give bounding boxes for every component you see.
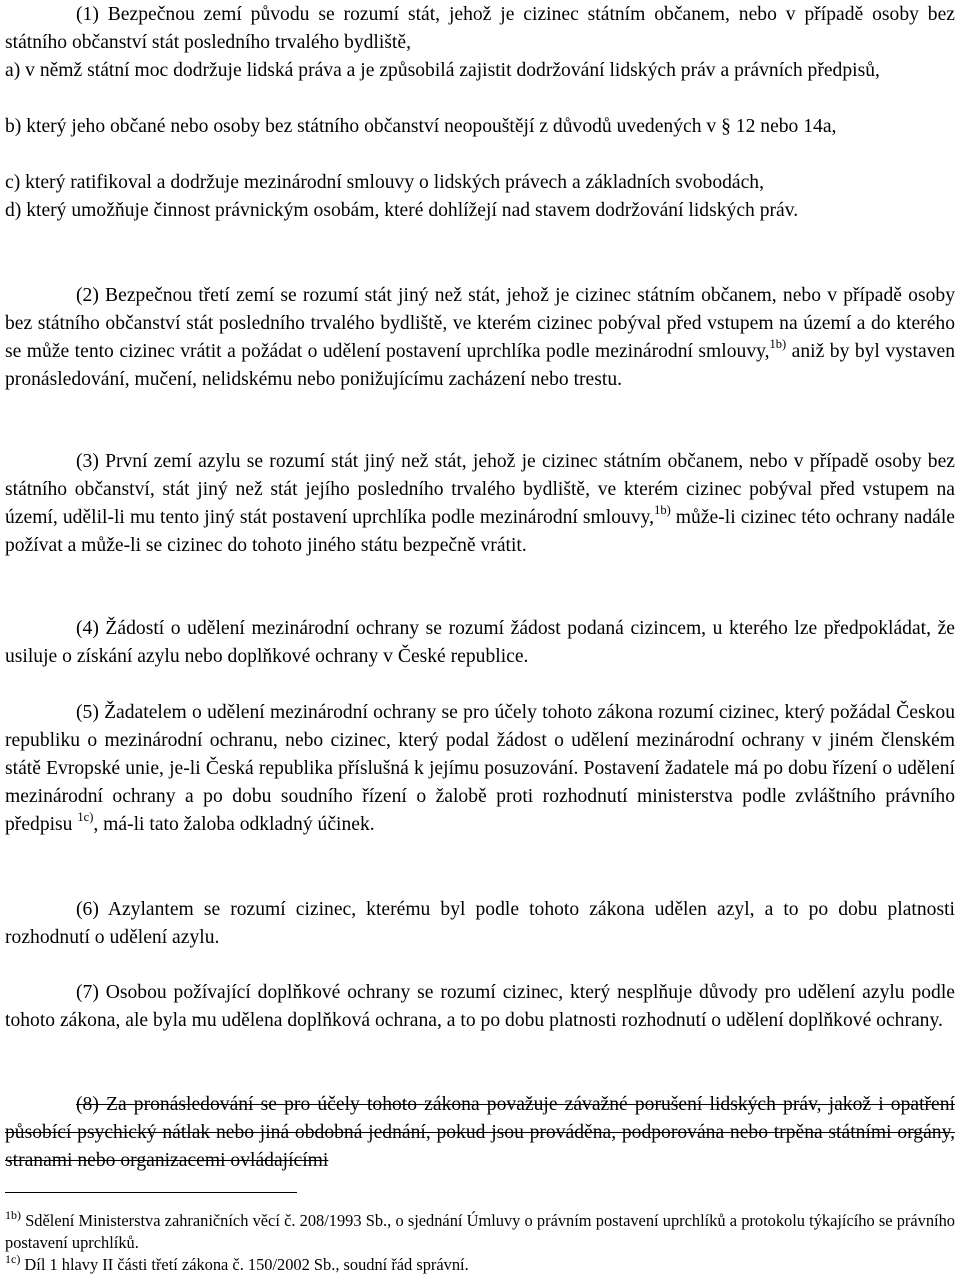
footnote-mark-1c: 1c)	[5, 1251, 21, 1266]
paragraph-2	[5, 282, 955, 394]
paragraph-6: (6) Azylantem se rozumí cizinec, kterému byl podle tohoto zákona udělen azyl, a to po dobu platnosti rozhodnutí o udělení azylu.	[5, 899, 955, 948]
footnote-ref-1c[interactable]: 1c)	[77, 810, 94, 825]
footnote-mark-1b: 1b)	[5, 1207, 21, 1222]
paragraph-3-text: (3) První zemí azylu se rozumí stát jiný než stát, jehož je cizinec státním občanem, nebo v případě osoby bez státního občanství, stát jiný než stát jejího posledního trvalého bydliště, ve kterém cizinec pobýval před vstupem na území, udělil-li mu tento jiný stát postavení uprchlíka podle mezinárodní smlouvy,	[5, 451, 955, 528]
footnote-1b-text: Sdělení Ministerstva zahraničních věcí č. 208/1993 Sb., o sjednání Úmluvy o právním postavení uprchlíků a protokolu týkajícího se právního postavení uprchlíků.	[5, 1211, 955, 1252]
paragraph-2-text: (2) Bezpečnou třetí zemí se rozumí stát jiný než stát, jehož je cizinec státním občanem, nebo v případě osoby bez státního občanství stát posledního trvalého bydliště, ve kterém cizinec pobýval před vstupem na území a do kterého se může tento cizinec vrátit a požádat o udělení postavení uprchlíka podle mezinárodní smlouvy,	[5, 285, 955, 362]
paragraph-1-item-d: d) který umožňuje činnost právnickým osobám, které dohlížejí nad stavem dodržování lidských práv.	[5, 200, 799, 221]
footnote-1b	[5, 1207, 955, 1254]
paragraph-5-text-cont: , má-li tato žaloba odkladný účinek.	[93, 814, 375, 835]
footnote-1c-text: Díl 1 hlavy II části třetí zákona č. 150/2002 Sb., soudní řád správní.	[20, 1255, 469, 1274]
paragraph-3-text-cont: může-li cizinec této ochrany nadále požívat a může-li se cizinec do tohoto jiného státu bezpečně vrátit.	[5, 507, 955, 556]
paragraph-5-text: (5) Žadatelem o udělení mezinárodní ochrany se pro účely tohoto zákona rozumí cizinec, který požádal Českou republiku o mezinárodní ochranu, nebo cizinec, který podal žádost o udělení mezinárodní ochrany v jiném členském státě Evropské unie, je-li Česká republika příslušná k jejímu posuzování. Postavení žadatele má po dobu řízení o udělení mezinárodní ochrany a po dobu soudního řízení o žalobě proti rozhodnutí ministerstva podle zvláštního právního předpisu	[5, 702, 955, 835]
paragraph-1-intro: (1) Bezpečnou zemí původu se rozumí stát, jehož je cizinec státním občanem, nebo v případě osoby bez státního občanství stát posledního trvalého bydliště,	[5, 4, 955, 53]
paragraph-5	[5, 699, 955, 839]
footnote-1c	[5, 1251, 955, 1276]
paragraph-3	[5, 448, 955, 560]
paragraph-1-item-c: c) který ratifikoval a dodržuje mezinárodní smlouvy o lidských právech a základních svobodách,	[5, 172, 764, 193]
paragraph-7: (7) Osobou požívající doplňkové ochrany se rozumí cizinec, který nesplňuje důvody pro udělení azylu podle tohoto zákona, ale byla mu udělena doplňková ochrana, a to po dobu platnosti rozhodnutí o udělení doplňkové ochrany.	[5, 982, 955, 1031]
footnote-ref-1b[interactable]: 1b)	[654, 503, 671, 518]
paragraph-8-struck: (8) Za pronásledování se pro účely tohoto zákona považuje závažné porušení lidských práv, jakož i opatření působící psychický nátlak nebo jiná obdobná jednání, pokud jsou prováděna, podporována nebo trpěna státními orgány, stranami nebo organizacemi ovládajícími	[5, 1094, 955, 1171]
footnote-ref-1b[interactable]: 1b)	[769, 337, 787, 352]
paragraph-1-item-b: b) který jeho občané nebo osoby bez státního občanství neopouštějí z důvodů uvedených v § 12 nebo 14a,	[5, 116, 837, 137]
paragraph-2-text-cont: aniž by byl vystaven pronásledování, mučení, nelidskému nebo ponižujícímu zacházení nebo trestu.	[5, 341, 955, 390]
footnote-separator	[5, 1192, 297, 1193]
paragraph-4: (4) Žádostí o udělení mezinárodní ochrany se rozumí žádost podaná cizincem, u kterého lze předpokládat, že usiluje o získání azylu nebo doplňkové ochrany v České republice.	[5, 618, 955, 667]
paragraph-1-item-a: a) v němž státní moc dodržuje lidská práva a je způsobilá zajistit dodržování lidských práv a právních předpisů,	[5, 60, 880, 81]
